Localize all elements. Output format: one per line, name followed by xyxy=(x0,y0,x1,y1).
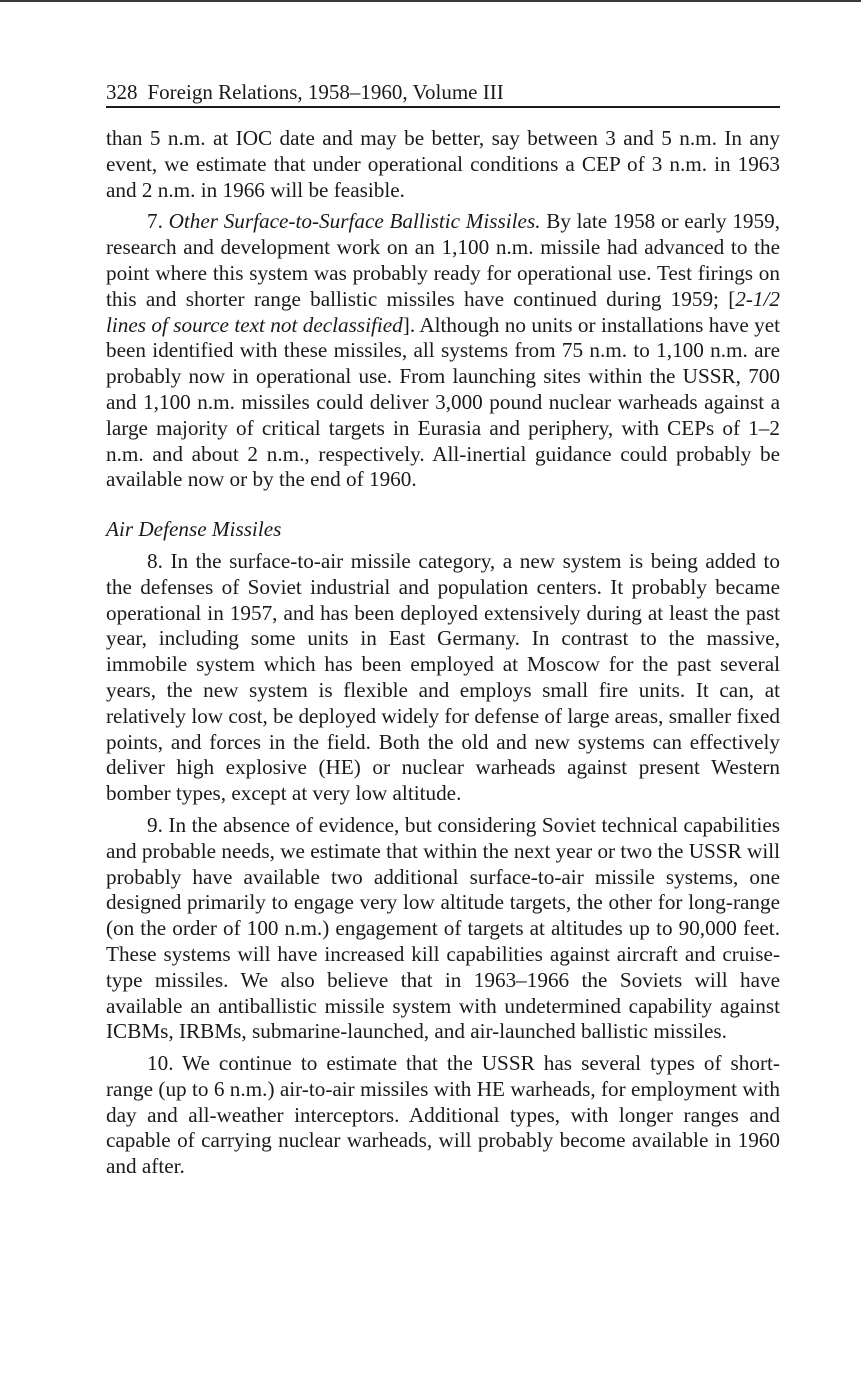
paragraph-text-a: By late 1958 or early 1959, research and development work on an 1,100 n.m. missile had advanced to the point where this system was probably ready for operational use. Test firings on this and shorter range ballistic missiles have continued during 1959; [ xyxy=(106,209,781,311)
volume-title: Foreign Relations, 1958–1960, Volume III xyxy=(147,80,504,104)
section-heading: Air Defense Missiles xyxy=(106,517,282,542)
paragraph-number: 7. xyxy=(147,209,163,234)
page-number: 328 xyxy=(106,80,138,104)
paragraph-9: 9. In the absence of evidence, but considering Soviet technical capabilities and probable needs, we estimate that within the next year or two the USSR will probably have available two additional surface-to-air missile systems, one designed primarily to engage very low altitude targets, the other for long-range (on the order of 100 n.m.) engagement of targets at altitudes up to 90,000 feet. These systems will have increased kill capabilities against aircraft and cruise-type missiles. We also believe that in 1963–1966 the Soviets will have available an antiballistic missile system with undetermined capability against ICBMs, IRBMs, submarine-launched, and air-launched ballistic missiles. xyxy=(106,812,780,1044)
paragraph-10: 10. We continue to estimate that the USSR has several types of short-range (up to 6 n.m.) air-to-air missiles with HE warheads, for employment with day and all-weather interceptors. Additional types, with longer ranges and capable of carrying nuclear warheads, will probably become available in 1960 and after. xyxy=(106,1051,780,1179)
running-header xyxy=(106,78,780,108)
redaction-note: 2-1/2 lines of source text not declassified xyxy=(106,286,780,337)
document-page xyxy=(106,78,780,1186)
paragraph-8: 8. In the surface-to-air missile category, a new system is being added to the defenses of Soviet industrial and population centers. It probably became operational in 1957, and has been deployed extensively during at least the past year, including some units in East Germany. In contrast to the massive, immobile system which has been employed at Moscow for the past several years, the new system is flexible and employs small fire units. It can, at relatively low cost, be deployed widely for defense of large areas, smaller fixed points, and forces in the field. Both the old and new systems can effectively deliver high explosive (HE) or nuclear warheads against present Western bomber types, except at very low altitude. xyxy=(106,548,780,806)
paragraph-title: Other Surface-to-Surface Ballistic Missiles. xyxy=(168,209,541,234)
document-body xyxy=(106,126,780,1180)
paragraph-text-b: ]. Although no units or installations have yet been identified with these missiles, all systems from 75 n.m. to 1,100 n.m. are probably now in operational use. From launching sites within the USSR, 700 and 1,100 n.m. missiles could deliver 3,000 pound nuclear warheads against a large majority of critical targets in Eurasia and periphery, with CEPs of 1–2 n.m. and about 2 n.m., respectively. All-inertial guidance could probably be available now or by the end of 1960. xyxy=(106,312,780,492)
page-top-edge xyxy=(0,0,861,2)
paragraph-continued: than 5 n.m. at IOC date and may be better, say between 3 and 5 n.m. In any event, we estimate that under operational conditions a CEP of 3 n.m. in 1963 and 2 n.m. in 1966 will be feasible. xyxy=(106,126,780,202)
paragraph-7 xyxy=(106,209,780,493)
